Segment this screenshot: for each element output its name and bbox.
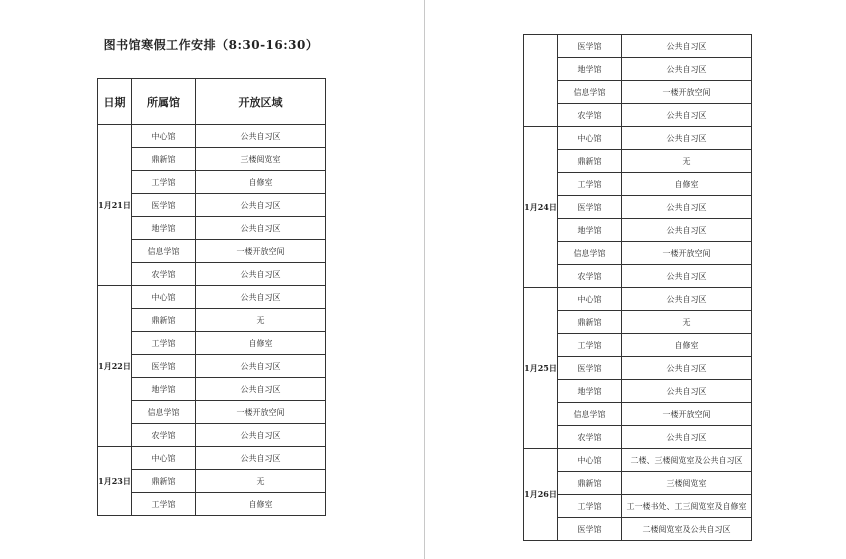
table-row xyxy=(98,378,326,401)
area-cell: 三楼阅览室 xyxy=(196,148,326,171)
header-row xyxy=(98,79,326,125)
table-row xyxy=(524,380,752,403)
library-cell: 医学馆 xyxy=(132,194,196,217)
table-row xyxy=(524,288,752,311)
library-cell: 地学馆 xyxy=(558,219,622,242)
date-cell: 1月21日 xyxy=(98,125,132,286)
area-cell: 无 xyxy=(622,150,752,173)
table-row xyxy=(524,219,752,242)
table-row xyxy=(98,447,326,470)
table-row xyxy=(524,403,752,426)
library-cell: 医学馆 xyxy=(558,518,622,541)
library-cell: 信息学馆 xyxy=(558,403,622,426)
area-cell: 无 xyxy=(196,470,326,493)
table-row xyxy=(98,217,326,240)
area-cell: 公共自习区 xyxy=(196,286,326,309)
table-row xyxy=(524,58,752,81)
table-row xyxy=(98,309,326,332)
date-cell: 1月22日 xyxy=(98,286,132,447)
table-row xyxy=(524,242,752,265)
table-row xyxy=(524,357,752,380)
area-cell: 公共自习区 xyxy=(622,196,752,219)
table-row xyxy=(524,196,752,219)
area-cell: 自修室 xyxy=(196,171,326,194)
library-cell: 地学馆 xyxy=(132,217,196,240)
area-cell: 三楼阅览室 xyxy=(622,472,752,495)
table-row xyxy=(98,493,326,516)
table-row xyxy=(98,125,326,148)
date-cell xyxy=(524,35,558,127)
area-cell: 一楼开放空间 xyxy=(196,401,326,424)
library-cell: 地学馆 xyxy=(132,378,196,401)
area-cell: 公共自习区 xyxy=(622,58,752,81)
area-cell: 一楼开放空间 xyxy=(622,81,752,104)
area-cell: 无 xyxy=(196,309,326,332)
library-cell: 信息学馆 xyxy=(558,242,622,265)
date-cell: 1月25日 xyxy=(524,288,558,449)
area-cell: 公共自习区 xyxy=(196,355,326,378)
library-cell: 医学馆 xyxy=(558,196,622,219)
area-cell: 一楼开放空间 xyxy=(622,403,752,426)
table-row xyxy=(524,334,752,357)
area-cell: 公共自习区 xyxy=(622,357,752,380)
library-cell: 工学馆 xyxy=(558,173,622,196)
area-cell: 公共自习区 xyxy=(622,380,752,403)
header-library: 所属馆 xyxy=(132,79,196,125)
table-row xyxy=(524,127,752,150)
library-cell: 中心馆 xyxy=(132,447,196,470)
library-cell: 鼎新馆 xyxy=(132,148,196,171)
header-area: 开放区域 xyxy=(196,79,326,125)
table-row xyxy=(98,148,326,171)
area-cell: 公共自习区 xyxy=(622,219,752,242)
table-row xyxy=(524,426,752,449)
page-divider xyxy=(424,0,425,559)
area-cell: 公共自习区 xyxy=(622,127,752,150)
area-cell: 公共自习区 xyxy=(622,104,752,127)
table-row xyxy=(524,311,752,334)
library-cell: 工学馆 xyxy=(132,171,196,194)
table-row xyxy=(524,150,752,173)
date-cell: 1月24日 xyxy=(524,127,558,288)
table-row xyxy=(98,355,326,378)
schedule-table-left xyxy=(97,78,326,516)
table-row xyxy=(98,194,326,217)
area-cell: 自修室 xyxy=(622,173,752,196)
area-cell: 自修室 xyxy=(196,493,326,516)
table-row xyxy=(524,104,752,127)
area-cell: 公共自习区 xyxy=(196,447,326,470)
area-cell: 公共自习区 xyxy=(196,424,326,447)
date-cell: 1月26日 xyxy=(524,449,558,541)
library-cell: 农学馆 xyxy=(132,263,196,286)
library-cell: 信息学馆 xyxy=(132,240,196,263)
table-row xyxy=(524,518,752,541)
library-cell: 中心馆 xyxy=(558,449,622,472)
table-row xyxy=(98,171,326,194)
date-cell: 1月23日 xyxy=(98,447,132,516)
table-row xyxy=(524,173,752,196)
library-cell: 中心馆 xyxy=(558,127,622,150)
library-cell: 地学馆 xyxy=(558,58,622,81)
area-cell: 工一楼书处、工三阅览室及自修室 xyxy=(622,495,752,518)
area-cell: 公共自习区 xyxy=(622,288,752,311)
library-cell: 医学馆 xyxy=(558,35,622,58)
library-cell: 鼎新馆 xyxy=(132,309,196,332)
table-row xyxy=(98,424,326,447)
library-cell: 鼎新馆 xyxy=(132,470,196,493)
area-cell: 公共自习区 xyxy=(196,125,326,148)
area-cell: 二楼、三楼阅览室及公共自习区 xyxy=(622,449,752,472)
table-row xyxy=(98,263,326,286)
table-row xyxy=(98,401,326,424)
area-cell: 自修室 xyxy=(196,332,326,355)
area-cell: 公共自习区 xyxy=(196,378,326,401)
library-cell: 中心馆 xyxy=(132,125,196,148)
library-cell: 农学馆 xyxy=(558,104,622,127)
area-cell: 一楼开放空间 xyxy=(622,242,752,265)
library-cell: 工学馆 xyxy=(558,495,622,518)
library-cell: 农学馆 xyxy=(558,426,622,449)
table-row xyxy=(524,449,752,472)
table-row xyxy=(524,472,752,495)
area-cell: 公共自习区 xyxy=(622,35,752,58)
table-row xyxy=(98,286,326,309)
library-cell: 鼎新馆 xyxy=(558,150,622,173)
library-cell: 农学馆 xyxy=(132,424,196,447)
header-date: 日期 xyxy=(98,79,132,125)
area-cell: 公共自习区 xyxy=(196,194,326,217)
table-row xyxy=(524,81,752,104)
area-cell: 无 xyxy=(622,311,752,334)
library-cell: 工学馆 xyxy=(132,493,196,516)
table-row xyxy=(98,240,326,263)
page-title: 图书馆寒假工作安排（8:30-16:30） xyxy=(103,38,319,52)
table-row xyxy=(98,332,326,355)
library-cell: 鼎新馆 xyxy=(558,472,622,495)
library-cell: 信息学馆 xyxy=(132,401,196,424)
library-cell: 医学馆 xyxy=(132,355,196,378)
library-cell: 农学馆 xyxy=(558,265,622,288)
library-cell: 中心馆 xyxy=(558,288,622,311)
library-cell: 鼎新馆 xyxy=(558,311,622,334)
area-cell: 自修室 xyxy=(622,334,752,357)
area-cell: 公共自习区 xyxy=(196,263,326,286)
table-row xyxy=(524,35,752,58)
table-row xyxy=(98,470,326,493)
schedule-table-right xyxy=(523,34,752,541)
library-cell: 地学馆 xyxy=(558,380,622,403)
library-cell: 中心馆 xyxy=(132,286,196,309)
library-cell: 工学馆 xyxy=(132,332,196,355)
area-cell: 二楼阅览室及公共自习区 xyxy=(622,518,752,541)
area-cell: 公共自习区 xyxy=(622,265,752,288)
library-cell: 工学馆 xyxy=(558,334,622,357)
library-cell: 信息学馆 xyxy=(558,81,622,104)
area-cell: 一楼开放空间 xyxy=(196,240,326,263)
table-row xyxy=(524,495,752,518)
library-cell: 医学馆 xyxy=(558,357,622,380)
area-cell: 公共自习区 xyxy=(196,217,326,240)
area-cell: 公共自习区 xyxy=(622,426,752,449)
table-row xyxy=(524,265,752,288)
